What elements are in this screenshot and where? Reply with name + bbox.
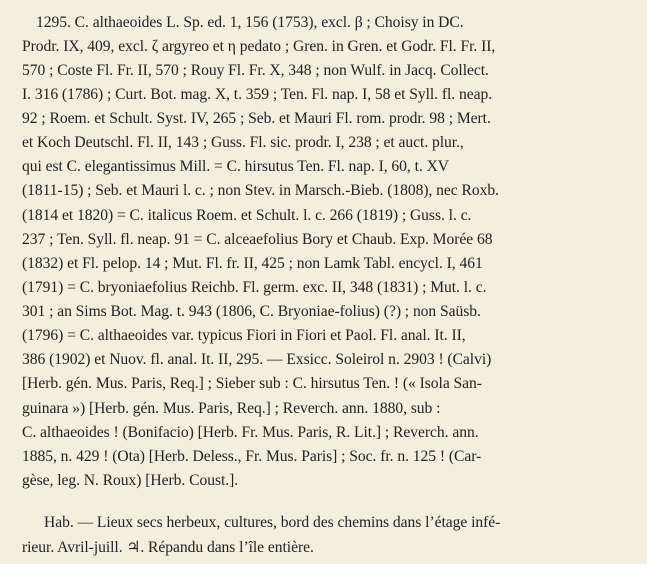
entry-line-14: (1796) = C. althaeoides var. typicus Fiori in Fiori et Paol. Fl. anal. It. II, bbox=[22, 327, 466, 344]
entry-line-15: 386 (1902) et Nuov. fl. anal. It. II, 295. — Exsicc. Soleirol n. 2903 ! (Calvi) bbox=[22, 351, 492, 368]
entry-line-17: guinara ») [Herb. gén. Mus. Paris, Req.] ; Reverch. ann. 1880, sub : bbox=[22, 400, 441, 417]
entry-line-9: (1814 et 1820) = C. italicus Roem. et Schult. l. c. 266 (1819) ; Guss. l. c. bbox=[22, 207, 472, 224]
entry-line-1: 1295. C. althaeoides L. Sp. ed. 1, 156 (1753), excl. β ; Choisy in DC. bbox=[36, 14, 464, 31]
habitat-line-2: rieur. Avril-juill. ♃. Répandu dans l’île entière. bbox=[22, 539, 314, 556]
entry-line-18: C. althaeoides ! (Bonifacio) [Herb. Fr. Mus. Paris, R. Lit.] ; Reverch. ann. bbox=[22, 424, 479, 441]
entry-line-7: qui est C. elegantissimus Mill. = C. hirsutus Ten. Fl. nap. I, 60, t. XV bbox=[22, 158, 450, 175]
entry-line-20: gèse, leg. N. Roux) [Herb. Coust.]. bbox=[22, 472, 239, 489]
entry-line-12: (1791) = C. bryoniaefolius Reichb. Fl. germ. exc. II, 348 (1831) ; Mut. l. c. bbox=[22, 279, 487, 296]
entry-line-4: I. 316 (1786) ; Curt. Bot. mag. X, t. 359 ; Ten. Fl. nap. I, 58 et Syll. fl. neap. bbox=[22, 86, 493, 103]
entry-line-6: et Koch Deutschl. Fl. II, 143 ; Guss. Fl. sic. prodr. I, 238 ; et auct. plur., bbox=[22, 134, 464, 151]
entry-line-11: (1832) et Fl. pelop. 14 ; Mut. Fl. fr. II, 425 ; non Lamk Tabl. encycl. I, 461 bbox=[22, 255, 483, 272]
entry-line-5: 92 ; Roem. et Schult. Syst. IV, 265 ; Seb. et Mauri Fl. rom. prodr. 98 ; Mert. bbox=[22, 110, 491, 127]
habitat-line-1: Hab. — Lieux secs herbeux, cultures, bord des chemins dans l’étage infé- bbox=[44, 514, 501, 531]
entry-line-2: Prodr. IX, 409, excl. ζ argyreo et η pedato ; Gren. in Gren. et Godr. Fl. Fr. II, bbox=[22, 38, 496, 55]
entry-line-16: [Herb. gén. Mus. Paris, Req.] ; Sieber sub : C. hirsutus Ten. ! (« Isola San- bbox=[22, 375, 482, 392]
entry-line-10: 237 ; Ten. Syll. fl. neap. 91 = C. alceaefolius Bory et Chaub. Exp. Morée 68 bbox=[22, 231, 493, 248]
entry-line-3: 570 ; Coste Fl. Fr. II, 570 ; Rouy Fl. Fr. X, 348 ; non Wulf. in Jacq. Collect. bbox=[22, 62, 489, 79]
entry-line-8: (1811-15) ; Seb. et Mauri l. c. ; non Stev. in Marsch.-Bieb. (1808), nec Roxb. bbox=[22, 182, 499, 199]
entry-line-19: 1885, n. 429 ! (Ota) [Herb. Deless., Fr. Mus. Paris] ; Soc. fr. n. 125 ! (Car- bbox=[22, 448, 482, 465]
entry-line-13: 301 ; an Sims Bot. Mag. t. 943 (1806, C. Bryoniae-folius) (?) ; non Saüsb. bbox=[22, 303, 481, 320]
